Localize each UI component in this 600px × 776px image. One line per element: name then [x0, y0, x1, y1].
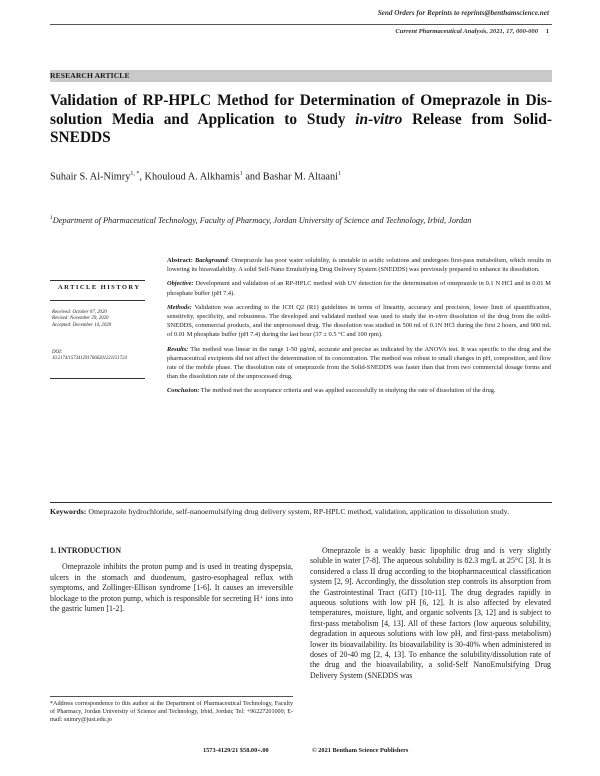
revised-date: Revised: November 29, 2020	[52, 316, 109, 322]
body-column-right	[310, 546, 551, 681]
intro-paragraph-2: Omeprazole is a weakly basic lipophilic drug and is very slightly soluble in water [7-8]. The aqueous solubility is 82.3 mg/L at 25°C [3]. It is considered a class II drug according to the biopharmaceutical classification system [2, 9]. Accordingly, the dissolution step controls its absorption from the Gastrointestinal Tract (GIT) [10-11]. The drug degrades rapidly in aqueous solutions with low pH [6, 12]. It is also affected by elevated temperatures, moisture, light, and organic solvents [3, 12] and is subject to first-pass metabolism [4, 13]. All of these factors (low aqueous solubility, degradation in aqueous solutions with low pH, and first-pass metabolism) lower its bioavailability. Its bioavailability is 30-40% when administered in doses of 20-40 mg [2, 4, 13]. To enhance the solubility/dissolution rate of the drug and the bioavailability, a solid-Self NanoEmulsifying Drug Delivery System (SNEDDS was	[310, 546, 551, 680]
conclusion-label: Conclusion:	[167, 387, 200, 395]
affiliation-marker: 1	[50, 215, 53, 221]
footer-copyright: © 2021 Bentham Science Publishers	[312, 747, 409, 754]
journal-citation: Current Pharmaceutical Analysis, 2021, 17, 000-000	[395, 28, 538, 35]
article-history-dates	[52, 310, 111, 329]
section-band	[50, 70, 552, 82]
results-label: Results:	[167, 345, 189, 353]
article-title	[50, 92, 552, 148]
title-line-2-italic: in-vitro	[355, 110, 403, 128]
title-line-3: SNEDDS	[50, 129, 111, 147]
article-history-box	[50, 280, 145, 379]
abstract-results	[167, 345, 551, 382]
keywords-text: Omeprazole hydrochloride, self-nanoemulsifying drug delivery system, RP-HPLC method, validation, application to dissolution study.	[86, 507, 510, 516]
author-1-affil: 1, *	[130, 171, 140, 177]
keywords	[50, 507, 550, 517]
author-2-affil: 1	[239, 171, 243, 177]
header-rule	[50, 24, 552, 25]
keywords-label: Keywords:	[50, 507, 87, 516]
abstract-objective	[167, 279, 551, 297]
intro-heading: 1. INTRODUCTION	[50, 546, 122, 555]
section-label: RESEARCH ARTICLE	[50, 71, 130, 80]
affiliation	[50, 213, 550, 226]
doi-label: DOI:	[52, 350, 63, 355]
background-text: : Omeprazole has poor water solubility, is unstable in acidic solutions and undergoes first-pass metabolism, which results in lowering its bioavailability. A solid Self-Nano Emulsifying Drug Delivery System (SNEDDS) was previously prepared to enhance its dissolution.	[167, 257, 551, 274]
article-history-title: ARTICLE HISTORY	[58, 284, 141, 291]
reprint-notice: Send Orders for Reprints to reprints@benthamscience.net	[377, 9, 549, 17]
accepted-date: Accepted: December 14, 2020	[52, 322, 112, 328]
title-line-2-end: Release from Solid-	[402, 110, 552, 128]
affiliation-text: Department of Pharmaceutical Technology, Faculty of Pharmacy, Jordan University of Science and Technology, Irbid, Jordan	[52, 215, 472, 225]
abstract-label: Abstract:	[167, 257, 193, 264]
footnote-rule	[50, 696, 293, 697]
methods-text-end: dissolution of the drug from the solid-SNEDDS, commercial products, and the unprocessed drug. The dissolution was studied in 500 ml of 0.1N HCl during the first 2 hours, and 900 mL of 0.01 M phosphate buffer (pH 7.4) during the last hour (37 ± 0.5 °C and 100 rpm).	[167, 313, 551, 339]
intro-paragraph-1: Omeprazole inhibits the proton pump and is used in treating dyspepsia, ulcers in the stomach and duodenum, gastro-esophageal reflux with symptoms, and Zollinger-Ellison syndrome [1-6]. It causes an irreversible blockage to the proton pump, which is responsible for secreting H⁺ ions into the gastric lumen [1-2].	[50, 562, 293, 614]
abstract-background	[167, 256, 551, 274]
background-label: Background	[194, 257, 228, 264]
title-line-2	[50, 111, 552, 130]
author-1: Suhair S. Al-Nimry	[50, 171, 131, 183]
results-text: The method was linear in the range 1-50 µg/ml, accurate and precise as indicated by the ANOVA test. It was specific to the drug and the pharmaceutical excipients did not affect the determination of its concentration. The method was robust to small changes in pH, composition, and flow rate of the mobile phase. The dissolution rate of omeprazole from the Solid-SNEDDS was faster than that from two commercial dosage forms and than the dissolution rate of the unprocessed drug.	[167, 345, 551, 381]
footer-issn: 1573-4129/21 $58.00+.00	[203, 747, 269, 754]
author-list	[50, 171, 341, 182]
article-history-rule	[50, 300, 145, 301]
methods-label: Methods:	[167, 303, 192, 311]
abstract-methods	[167, 303, 551, 340]
page-number: 1	[545, 28, 549, 35]
body-column-left	[50, 546, 293, 614]
abstract-rule	[50, 502, 552, 503]
methods-text-italic: in-vitro	[428, 313, 448, 321]
abstract-conclusion	[167, 386, 551, 395]
objective-label: Objective:	[167, 280, 194, 288]
methods-text-start: Validation was according to the ICH Q2 (R1) guidelines in terms of linearity, accuracy and precision, lower limit of quantification, sensitivity, specificity, and robustness. The developed and validated method was used to study the	[167, 303, 551, 321]
received-date: Received: October 07, 2020	[52, 310, 107, 315]
abstract	[167, 256, 551, 401]
correspondence-footnote: *Address correspondence to this author at the Department of Pharmaceutical Technology, Faculty of Pharmacy, Jordan University of Science and Technology, Irbid, Jordan; Tel: +96227201000; E-mail: snimry@just.edu.jo	[50, 701, 293, 724]
title-line-2-start: solution Media and Application to Study	[50, 110, 356, 128]
author-3-affil: 1	[338, 171, 342, 177]
doi-link[interactable]: 10.2174/1573412917666201221151724	[52, 356, 127, 361]
objective-text: Development and validation of an RP-HPLC method with UV detection for the determination of omeprazole in 0.1 N HCl and in 0.01 M phosphate buffer (pH 7.4).	[167, 280, 551, 297]
author-2: , Khouloud A. Alkhamis	[139, 171, 240, 183]
title-line-1: Validation of RP-HPLC Method for Determination of Omeprazole in Dis-	[50, 92, 552, 109]
author-3: and Bashar M. Altaani	[242, 171, 339, 183]
conclusion-text: The method met the acceptance criteria and was applied successfully in studying the rate of dissolution of the drug.	[199, 387, 496, 395]
